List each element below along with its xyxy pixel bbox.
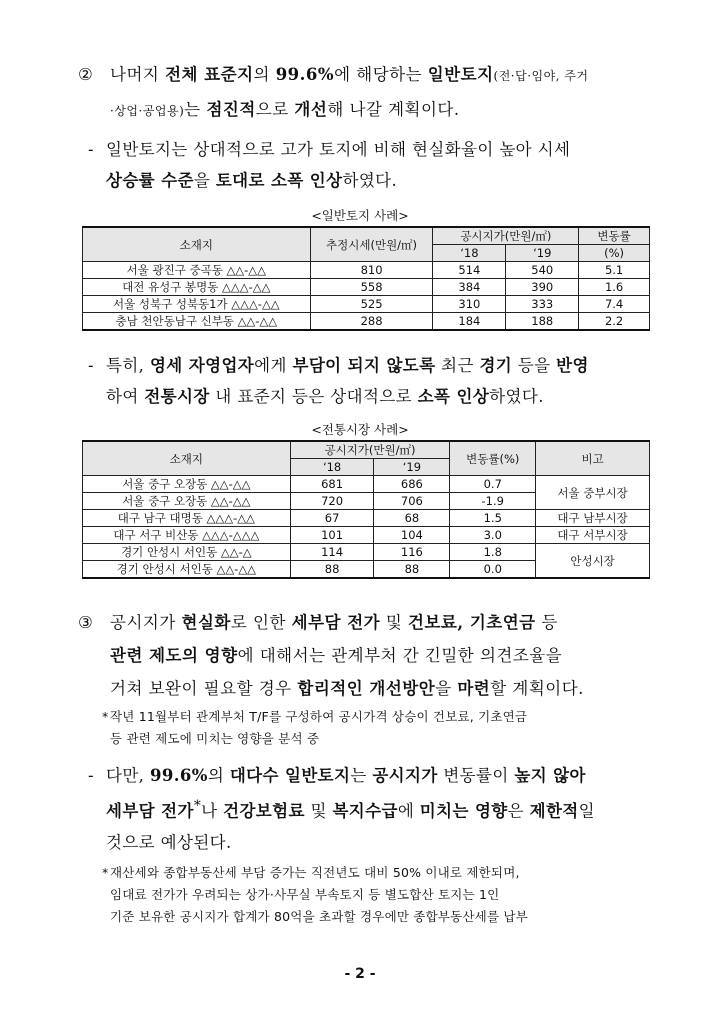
header-change: 변동률(%) — [450, 441, 536, 476]
text-span: 나 — [201, 801, 224, 821]
text-span: 대다수 일반토지 — [229, 766, 351, 785]
cell-y19: 540 — [506, 262, 579, 279]
text-span: 일반토지 — [427, 65, 494, 84]
text-span: 건보료, 기초연금 — [408, 613, 536, 632]
section-2-number: ② — [78, 65, 94, 84]
bullet-2-paragraph — [80, 350, 660, 412]
cell-y19: 706 — [374, 493, 450, 510]
cell-location: 대구 남구 대명동 △△△-△△ — [83, 510, 291, 527]
text-span: 는 — [184, 100, 207, 119]
text-span: 경기 — [479, 356, 513, 375]
header-change: 변동률 — [579, 227, 650, 245]
text-span: 는 — [350, 766, 373, 785]
text-span: 변동률이 — [437, 766, 515, 785]
text-span: 특히, — [106, 356, 150, 375]
header-location: 소재지 — [83, 441, 291, 476]
text-span: 을 — [193, 171, 216, 190]
cell-location: 서울 성북구 성북동1가 △△△-△△ — [83, 296, 311, 313]
cell-y19: 686 — [374, 476, 450, 493]
footnote-1-line-2: 등 관련 제도에 미치는 영향을 분석 중 — [110, 731, 320, 746]
text-span: 상승률 수준 — [106, 171, 194, 190]
table-row — [83, 510, 650, 527]
bullet-dash: - — [88, 140, 94, 159]
text-span: 으로 — [255, 100, 295, 119]
bullet-dash: - — [88, 356, 94, 375]
text-span: 반영 — [556, 356, 589, 375]
text-span: 하여 — [106, 387, 145, 406]
footnote-2-line-2: 임대료 전가가 우려되는 상가·사무실 부속토지 등 별도합산 토지는 1인 — [110, 887, 500, 902]
text-span: 내 표준지 등은 상대적으로 — [209, 387, 418, 406]
cell-change: 0.0 — [450, 561, 536, 579]
cell-y19: 68 — [374, 510, 450, 527]
text-span: 일 — [578, 801, 595, 821]
text-span: 거쳐 보완이 필요할 경우 — [110, 679, 298, 698]
text-span: 하였다. — [342, 171, 398, 190]
table-row — [83, 544, 650, 561]
table-row — [83, 279, 650, 296]
cell-y18: 184 — [433, 313, 506, 331]
bullet-2-body — [80, 350, 660, 412]
text-span: 공시지가 — [110, 613, 182, 632]
header-y18: ‘18 — [290, 459, 374, 476]
footnote-2-line-1: 재산세와 종합부동산세 부담 증가는 직전년도 대비 50% 이내로 제한되며, — [110, 865, 520, 880]
page-number: - 2 - — [344, 966, 376, 982]
text-span: 전체 표준지 — [165, 65, 254, 84]
cell-location: 서울 광진구 중곡동 △△-△△ — [83, 262, 311, 279]
text-span: 세부담 전가 — [291, 613, 381, 632]
cell-y19: 116 — [374, 544, 450, 561]
header-official: 공시지가(만원/㎡) — [290, 441, 450, 459]
cell-y18: 310 — [433, 296, 506, 313]
section-2-line-1 — [80, 58, 660, 93]
table-row — [83, 476, 650, 493]
cell-market: 558 — [310, 279, 433, 296]
header-market: 추정시세(만원/㎡) — [310, 227, 433, 262]
section-3-paragraph — [80, 606, 660, 705]
cell-location: 충남 천안동남구 신부동 △△-△△ — [83, 313, 311, 331]
footnote-1-line-1: 작년 11월부터 관계부처 T/F를 구성하여 공시가격 상승이 건보료, 기초연금 — [110, 709, 528, 724]
table-row — [83, 262, 650, 279]
cell-change: -1.9 — [450, 493, 536, 510]
bullet-3-paragraph — [80, 760, 660, 858]
cell-change: 1.8 — [450, 544, 536, 561]
cell-note: 서울 중부시장 — [536, 476, 650, 510]
cell-location: 경기 안성시 서인동 △△-△△ — [83, 561, 291, 579]
cell-y18: 88 — [290, 561, 374, 579]
table-1-title: <일반토지 사례> — [311, 208, 409, 223]
bullet-1-body — [80, 134, 660, 196]
cell-change: 2.2 — [579, 313, 650, 331]
text-span: 하였다. — [489, 387, 544, 406]
cell-y19: 88 — [374, 561, 450, 579]
table-1 — [82, 226, 650, 331]
text-span: 에 — [397, 801, 420, 821]
text-span: 점진적 — [206, 100, 256, 119]
text-span: 마련 — [457, 679, 491, 698]
text-span: 것으로 예상된다. — [106, 832, 232, 852]
section-2-paragraph — [80, 58, 660, 128]
cell-y19: 188 — [506, 313, 579, 331]
section-2-line-2 — [80, 93, 660, 128]
text-span: 영세 자영업자 — [149, 356, 255, 375]
cell-y18: 384 — [433, 279, 506, 296]
cell-y19: 390 — [506, 279, 579, 296]
cell-y19: 333 — [506, 296, 579, 313]
cell-note: 안성시장 — [536, 544, 650, 579]
text-span: 토대로 소폭 인상 — [215, 171, 343, 190]
text-span: 건강보험료 — [223, 801, 305, 821]
text-span: 부담이 되지 않도록 — [292, 356, 436, 375]
table-row — [83, 527, 650, 544]
text-span: 나머지 — [110, 65, 166, 84]
text-span: 최근 — [435, 356, 480, 375]
section-3-line-3 — [80, 672, 660, 705]
cell-location: 대구 서구 비산동 △△△-△△△ — [83, 527, 291, 544]
footnote-2-line-3: 기준 보유한 공시지가 합계가 80억을 초과할 경우에만 종합부동산세를 납부 — [110, 909, 528, 924]
text-span: 세부담 전가 — [106, 801, 194, 821]
cell-market: 810 — [310, 262, 433, 279]
cell-change: 7.4 — [579, 296, 650, 313]
text-span: 의 — [207, 766, 230, 785]
table-2 — [82, 440, 650, 579]
section-3-number: ③ — [78, 613, 94, 632]
cell-y18: 101 — [290, 527, 374, 544]
bullet-3-body — [80, 760, 660, 858]
text-span: 전통시장 — [144, 387, 210, 406]
cell-location: 서울 중구 오장동 △△-△△ — [83, 476, 291, 493]
text-span: 을 — [435, 679, 458, 698]
text-span: 미치는 영향 — [419, 801, 508, 821]
cell-note: 대구 남부시장 — [536, 510, 650, 527]
text-span: 등을 — [512, 356, 557, 375]
cell-change: 0.7 — [450, 476, 536, 493]
cell-location: 서울 중구 오장동 △△-△△ — [83, 493, 291, 510]
cell-change: 1.6 — [579, 279, 650, 296]
footnote-star: * — [102, 709, 109, 724]
text-span: 공시지가 — [372, 766, 438, 785]
text-span: 소폭 인상 — [417, 387, 490, 406]
text-span: 관련 제도의 영향 — [110, 646, 238, 665]
section-3-line-2 — [80, 639, 660, 672]
text-span: 현실화 — [181, 613, 231, 632]
text-span: 은 — [507, 801, 530, 821]
text-span: (전·답·임야, 주거 — [493, 69, 589, 83]
text-span: 로 인한 — [230, 613, 292, 632]
bullet-1-paragraph — [80, 134, 660, 196]
text-span: 개선 — [294, 100, 328, 119]
footnote-marker: * — [193, 798, 202, 814]
cell-change: 1.5 — [450, 510, 536, 527]
text-span: 제한적 — [529, 801, 579, 821]
footnote-2 — [102, 862, 655, 928]
section-3-line-1 — [80, 606, 660, 639]
cell-market: 288 — [310, 313, 433, 331]
cell-y19: 104 — [374, 527, 450, 544]
footnote-star: * — [102, 865, 109, 880]
cell-y18: 681 — [290, 476, 374, 493]
cell-change: 3.0 — [450, 527, 536, 544]
text-span: 복지수급 — [332, 801, 398, 821]
bullet-dash: - — [88, 766, 94, 785]
header-y19: ‘19 — [374, 459, 450, 476]
text-span: 및 — [380, 613, 409, 632]
cell-y18: 114 — [290, 544, 374, 561]
footnote-1 — [102, 706, 655, 750]
table-row — [83, 296, 650, 313]
header-y19: ‘19 — [506, 245, 579, 262]
text-span: 해 나갈 계획이다. — [327, 100, 460, 119]
text-span: 에 해당하는 — [334, 65, 428, 84]
header-y18: ‘18 — [433, 245, 506, 262]
cell-change: 5.1 — [579, 262, 650, 279]
header-location: 소재지 — [83, 227, 311, 262]
text-span: ·상업·공업용) — [110, 104, 185, 118]
text-span: 99.6% — [149, 766, 208, 785]
text-span: 다만, — [106, 766, 150, 785]
cell-y18: 514 — [433, 262, 506, 279]
header-change-unit: (%) — [579, 245, 650, 262]
cell-market: 525 — [310, 296, 433, 313]
text-span: 및 — [304, 801, 333, 821]
text-span: 99.6% — [275, 65, 335, 84]
cell-location: 경기 안성시 서인동 △△-△ — [83, 544, 291, 561]
cell-location: 대전 유성구 봉명동 △△△-△△ — [83, 279, 311, 296]
table-row — [83, 313, 650, 331]
text-span: 의 — [253, 65, 276, 84]
table-2-title: <전통시장 사례> — [311, 422, 409, 437]
cell-y18: 67 — [290, 510, 374, 527]
header-note: 비고 — [536, 441, 650, 476]
text-span: 합리적인 개선방안 — [297, 679, 436, 698]
cell-y18: 720 — [290, 493, 374, 510]
text-span: 일반토지는 상대적으로 고가 토지에 비해 현실화율이 높아 시세 — [106, 140, 571, 159]
header-official: 공시지가(만원/㎡) — [433, 227, 579, 245]
text-span: 등 — [535, 613, 558, 632]
text-span: 높지 않아 — [514, 766, 586, 785]
cell-note: 대구 서부시장 — [536, 527, 650, 544]
text-span: 할 계획이다. — [490, 679, 584, 698]
text-span: 에게 — [254, 356, 293, 375]
text-span: 에 대해서는 관계부처 간 긴밀한 의견조율을 — [237, 646, 563, 665]
